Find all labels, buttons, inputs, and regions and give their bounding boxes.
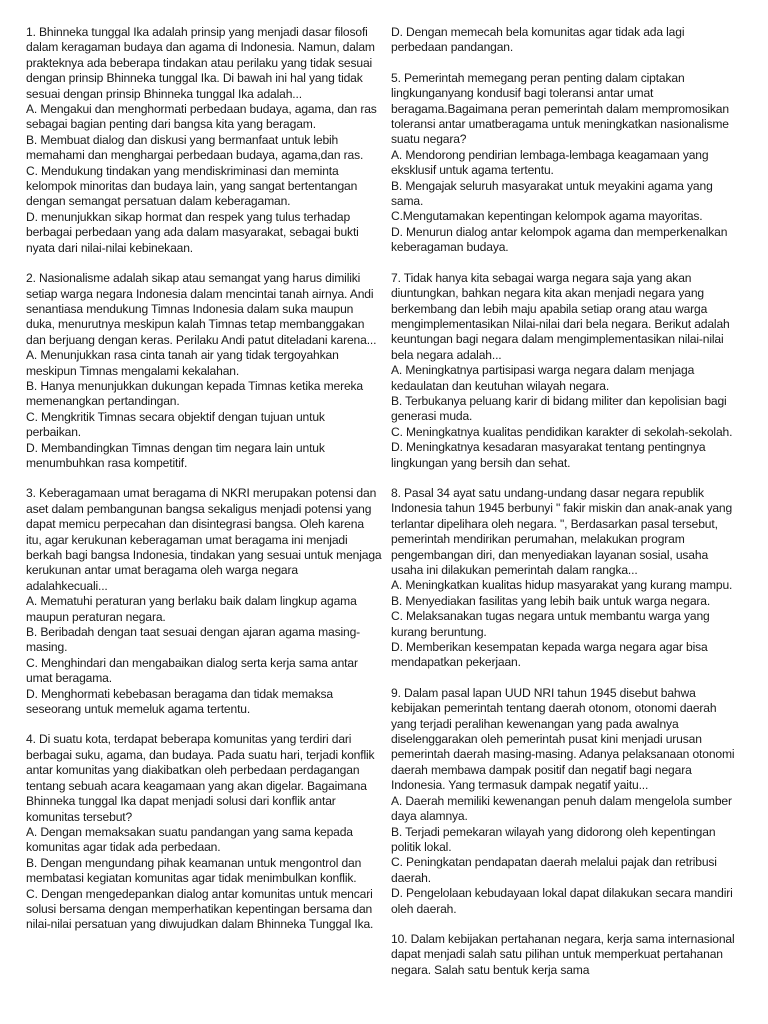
answer-option: C. Melaksanakan tugas negara untuk membantu warga yang kurang beruntung.: [391, 609, 710, 639]
answer-option: B. Menyediakan fasilitas yang lebih baik untuk warga negara.: [391, 593, 711, 608]
answer-option: D. Menghormati kebebasan beragama dan tidak memaksa seseorang untuk memeluk agama tertentu.: [26, 686, 333, 717]
answer-option: D. Meningkatnya kesadaran masyarakat tentang pentingnya lingkungan yang bersih dan sehat.: [391, 440, 706, 470]
question-text: 9. Dalam pasal lapan UUD NRI tahun 1945 disebut bahwa kebijakan pemerintah tentang daerah otonom, otonomi daerah yang terjadi peralihan kewenangan yang pada awalnya diselenggarakan oleh pemerintah pusat kini menjadi urusan pemerintah daerah masing-masing. Adanya pelaksanaan otonomi daerah membawa dampak positif dan negatif bagi negara Indonesia. Yang termasuk dampak negatif yaitu...: [391, 685, 735, 793]
question-block: [26, 271, 382, 471]
answer-option: B. Membuat dialog dan diskusi yang bermanfaat untuk lebih memahami dan menghargai perbedaan budaya, agama,dan ras.: [26, 132, 364, 163]
answer-option: C. Peningkatan pendapatan daerah melalui pajak dan retribusi daerah.: [391, 855, 717, 885]
answer-option: D. Dengan memecah bela komunitas agar tidak ada lagi perbedaan pandangan.: [391, 25, 685, 55]
answer-option: A. Meningkatnya partisipasi warga negara dalam menjaga kedaulatan dan keutuhan wilayah negara.: [391, 363, 695, 393]
answer-option: D. Menurun dialog antar kelompok agama dan memperkenalkan keberagaman budaya.: [391, 224, 728, 255]
question-block: [391, 686, 743, 917]
question-text: 5. Pemerintah memegang peran penting dalam ciptakan lingkunganyang kondusif bagi toleransi antar umat beragama.Bagaimana peran pemerintah dalam mempromosikan toleransi antar umatberagama untuk meningkatkan nasionalisme suatu negara?: [391, 70, 729, 147]
answer-option: B. Terbukanya peluang karir di bidang militer dan kepolisian bagi generasi muda.: [391, 393, 727, 424]
answer-option: B. Dengan mengundang pihak keamanan untuk mengontrol dan membatasi kegiatan komunitas agar tidak menimbulkan konflik.: [26, 855, 362, 886]
question-block: [391, 486, 743, 671]
answer-option: C. Dengan mengedepankan dialog antar komunitas untuk mencari solusi bersama dengan memperhatikan kepentingan bersama dan nilai-nilai persatuan yang diwujudkan dalam Bhinneka Tunggal Ika.: [26, 886, 374, 932]
question-block: [26, 25, 382, 256]
answer-option: A. Menunjukkan rasa cinta tanah air yang tidak tergoyahkan meskipun Timnas mengalami kekalahan.: [26, 348, 339, 378]
answer-option: A. Mendorong pendirian lembaga-lembaga keagamaan yang eksklusif untuk agama tertentu.: [391, 147, 709, 178]
answer-option: C. Meningkatnya kualitas pendidikan karakter di sekolah-sekolah.: [391, 424, 733, 439]
question-block: [391, 25, 743, 56]
answer-option: D. Memberikan kesempatan kepada warga negara agar bisa mendapatkan pekerjaan.: [391, 640, 708, 670]
answer-option: D. Membandingkan Timnas dengan tim negara lain untuk menumbuhkan rasa kompetitif.: [26, 440, 325, 470]
answer-option: B. Beribadah dengan taat sesuai dengan ajaran agama masing-masing.: [26, 625, 361, 655]
right-column: [391, 25, 743, 993]
answer-option: A. Mematuhi peraturan yang berlaku baik dalam lingkup agama maupun peraturan negara.: [26, 594, 357, 624]
answer-option: A. Daerah memiliki kewenangan penuh dalam mengelola sumber daya alamnya.: [391, 793, 732, 824]
question-text: 2. Nasionalisme adalah sikap atau semangat yang harus dimiliki setiap warga negara Indonesia dalam mencintai tanah airnya. Andi senantiasa mendukung Timnas Indonesia dalam suka maupun duka, menurutnya meskipun kalah Timnas tetap membanggakan dan berjuang dengan keras. Perilaku Andi patut diteladani karena...: [26, 271, 377, 347]
question-text: 4. Di suatu kota, terdapat beberapa komunitas yang terdiri dari berbagai suku, agama, dan budaya. Pada suatu hari, terjadi konflik antar komunitas yang diakibatkan oleh perbedaan perdagangan tentang sebuah acara keagamaan yang akan digelar. Bagaimana Bhinneka tunggal Ika dapat menjadi solusi dari konflik antar komunitas tersebut?: [26, 732, 375, 824]
answer-option: A. Dengan memaksakan suatu pandangan yang sama kepada komunitas agar tidak ada perbedaan.: [26, 824, 353, 855]
answer-option: B. Mengajak seluruh masyarakat untuk meyakini agama yang sama.: [391, 178, 713, 209]
question-block: [391, 932, 743, 978]
answer-option: D. menunjukkan sikap hormat dan respek yang tulus terhadap berbagai perbedaan yang ada dalam masyarakat, sebagai bukti nyata dari nilai-nilai kebinekaan.: [26, 209, 359, 255]
left-column: [26, 25, 382, 948]
question-block: [391, 271, 743, 471]
answer-option: A. Meningkatkan kualitas hidup masyarakat yang kurang mampu.: [391, 578, 733, 593]
answer-option: C. Mendukung tindakan yang mendiskriminasi dan meminta kelompok minoritas dan budaya lain, yang sangat bertentangan dengan semangat persatuan dalam keberagaman.: [26, 163, 358, 209]
question-text: 8. Pasal 34 ayat satu undang-undang dasar negara republik Indonesia tahun 1945 berbunyi " fakir miskin dan anak-anak yang terlantar dipelihara oleh negara. ", Berdasarkan pasal tersebut, pemerintah mendirikan perumahan, melakukan program pengembangan diri, dan menyediakan layanan sosial, usaha usaha ini dilakukan pemerintah dalam rangka...: [391, 485, 733, 577]
question-block: [26, 732, 382, 932]
answer-option: B. Terjadi pemekaran wilayah yang didorong oleh kepentingan politik lokal.: [391, 824, 716, 854]
question-text: 1. Bhinneka tunggal Ika adalah prinsip yang menjadi dasar filosofi dalam keragaman budaya dan agama di Indonesia. Namun, dalam prakteknya ada beberapa tindakan atau perilaku yang tidak sesuai dengan prinsip Bhinneka tunggal Ika. Di bawah ini hal yang tidak sesuai dengan prinsip Bhinneka tunggal Ika adalah...: [26, 25, 375, 101]
question-text: 3. Keberagamaan umat beragama di NKRI merupakan potensi dan aset dalam pembangunan bangsa sekaligus menjadi potensi yang dapat memicu perpecahan dan disintegrasi bangsa. Oleh karena itu, agar kerukunan keberagaman umat beragama ini menjadi berkah bagi bangsa Indonesia, tindakan yang sesuai untuk menjaga kerukunan antar umat beragama oleh warga negara adalahkecuali...: [26, 486, 382, 593]
question-block: [391, 71, 743, 256]
answer-option: B. Hanya menunjukkan dukungan kepada Timnas ketika mereka memenangkan pertandingan.: [26, 378, 363, 409]
answer-option: D. Pengelolaan kebudayaan lokal dapat dilakukan secara mandiri oleh daerah.: [391, 886, 733, 916]
question-text: 10. Dalam kebijakan pertahanan negara, kerja sama internasional dapat menjadi salah satu pilihan untuk memperkuat pertahanan negara. Salah satu bentuk kerja sama: [391, 931, 735, 977]
question-block: [26, 486, 382, 717]
answer-option: A. Mengakui dan menghormati perbedaan budaya, agama, dan ras sebagai bagian penting dari bangsa kita yang beragam.: [26, 102, 377, 132]
question-text: 7. Tidak hanya kita sebagai warga negara saja yang akan diuntungkan, bahkan negara kita akan menjadi negara yang berkembang dan lebih maju apabila setiap orang atau warga mengimplementasikan Nilai-nilai dari bela negara. Berikut adalah keuntungan bagi negara dalam mengimplementasikan nilai-nilai bela negara adalah...: [391, 270, 730, 362]
answer-option: C. Menghindari dan mengabaikan dialog serta kerja sama antar umat beragama.: [26, 655, 358, 686]
answer-option: C.Mengutamakan kepentingan kelompok agama mayoritas.: [391, 209, 703, 224]
answer-option: C. Mengkritik Timnas secara objektif dengan tujuan untuk perbaikan.: [26, 409, 325, 440]
